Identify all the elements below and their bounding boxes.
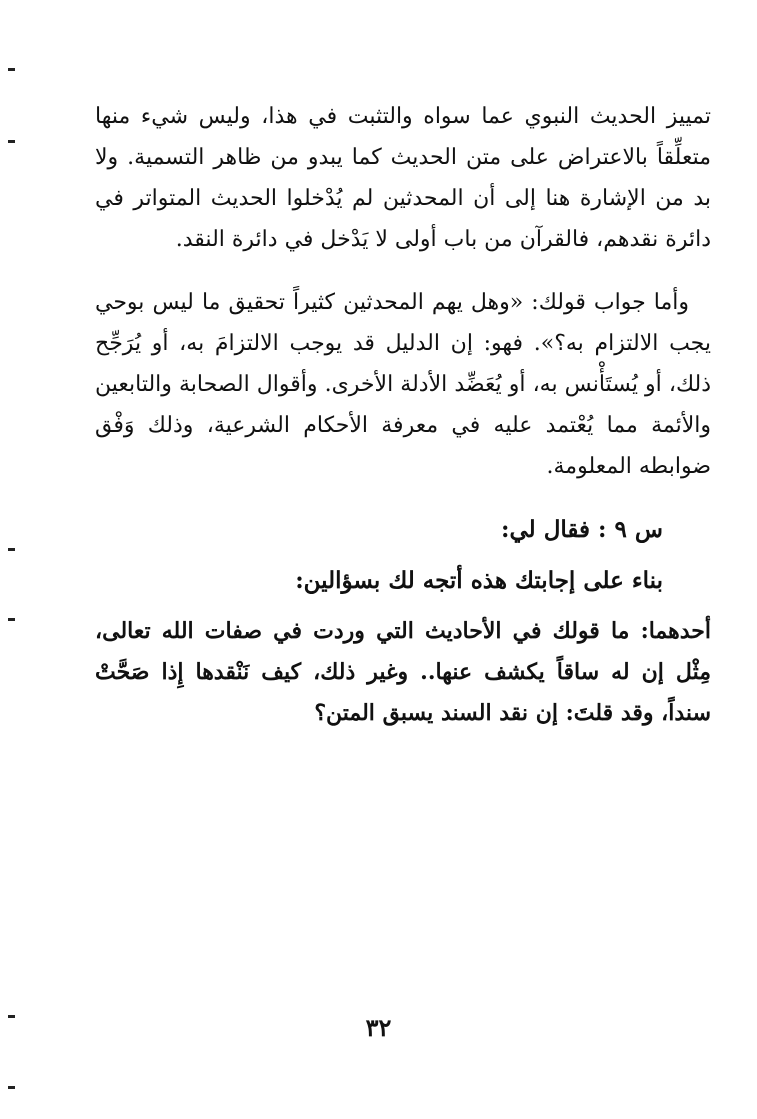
margin-mark	[8, 618, 15, 621]
margin-mark	[8, 140, 15, 143]
paragraph-1: تمييز الحديث النبوي عما سواه والتثبت في هذا، وليس شيء منها متعلِّقاً بالاعتراض على متن الحديث كما يبدو من ظاهر التسمية. ولا بد من الإشارة هنا إلى أن المحدثين لم يُدْخلوا الحديث المتواتر في دائرة نقدهم، فالقرآن من باب أولى لا يَدْخل في دائرة النقد.	[95, 104, 711, 252]
margin-mark	[8, 68, 15, 71]
question-title: س ٩ : فقال لي:	[501, 516, 663, 543]
margin-mark	[8, 548, 15, 551]
question-intro: بناء على إجابتك هذه أتجه لك بسؤالين:	[295, 567, 663, 594]
page-number: ٣٢	[365, 1013, 392, 1042]
question-body: أحدهما: ما قولك في الأحاديث التي وردت في صفات الله تعالى، مِثْل إن له ساقاً يكشف عنها.. وغير ذلك، كيف نَنْقدها إِذا صَحَّتْ سنداً، وقد قلتَ: إن نقد السند يسبق المتن؟	[95, 618, 711, 726]
margin-mark	[8, 1086, 15, 1089]
page-body	[95, 96, 711, 734]
paragraph-2: وأما جواب قولك: «وهل يهم المحدثين كثيراً تحقيق ما ليس بوحي يجب الالتزام به؟». فهو: إن الدليل قد يوجب الالتزامَ به، أو يُرَجِّح ذلك، أو يُستَأْنس به، أو يُعَضِّد الأدلة الأخرى. وأقوال الصحابة والتابعين والأئمة مما يُعْتمد عليه في معرفة الأحكام الشرعية، وذلك وَفْق ضوابطه المعلومة.	[95, 290, 711, 479]
